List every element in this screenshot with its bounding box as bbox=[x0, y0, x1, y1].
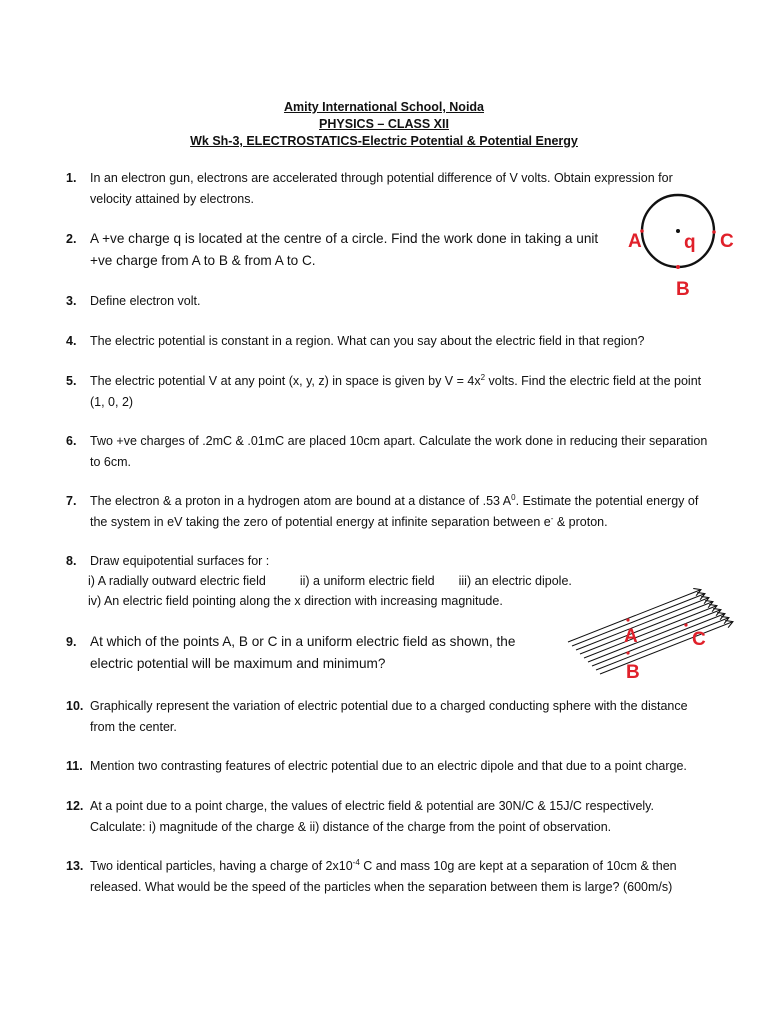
question-number: 12. bbox=[66, 799, 84, 813]
field-lines bbox=[568, 590, 732, 674]
question-number: 6. bbox=[66, 434, 77, 448]
point-b-dot bbox=[676, 265, 680, 269]
question-text: (1, 0, 2) bbox=[90, 394, 134, 409]
question-text: iv) An electric field pointing along the x direction with increasing magnitude. bbox=[88, 594, 503, 608]
field-line bbox=[572, 594, 704, 646]
school-name: Amity International School, Noida bbox=[283, 100, 485, 114]
question-text: released. What would be the speed of the particles when the separation between them is large? (600m/s) bbox=[90, 879, 673, 894]
question-text: At a point due to a point charge, the values of electric field & potential are 30N/C & 15J/C respectively. bbox=[90, 799, 654, 813]
question-number: 4. bbox=[66, 334, 77, 348]
field-line bbox=[600, 622, 732, 674]
question-text: The electric potential V at any point (x, y, z) in space is given by $V = 4x^2$ volts. Find the electric field at the point bbox=[90, 372, 702, 388]
question-text: +ve charge from A to B & from A to C. bbox=[90, 253, 316, 268]
question-11 bbox=[66, 756, 726, 777]
label-a: A bbox=[624, 626, 638, 647]
label-c: C bbox=[720, 231, 734, 252]
label-q: q bbox=[684, 232, 696, 253]
question-number: 8. bbox=[66, 554, 77, 568]
question-text: The electron & a proton in a hydrogen atom are bound at a distance of .53 $A^0$. Estimate the potential energy of bbox=[90, 492, 699, 508]
question-13 bbox=[66, 856, 726, 897]
question-6 bbox=[66, 431, 726, 472]
uniform-field-diagram bbox=[560, 580, 750, 680]
sheet-title: Wk Sh-3, ELECTROSTATICS-Electric Potential & Potential Energy bbox=[190, 134, 578, 148]
question-text: The electric potential is constant in a region. What can you say about the electric field in that region? bbox=[90, 334, 645, 348]
label-b: B bbox=[626, 662, 640, 680]
question-number: 11. bbox=[66, 759, 83, 773]
question-text: At which of the points A, B or C in a uniform electric field as shown, the bbox=[90, 634, 516, 649]
question-text: Two identical particles, having a charge of $2x10^{-4}$ C and mass 10g are kept at a separation of 10cm & then bbox=[90, 857, 677, 873]
question-number: 10. bbox=[66, 699, 84, 713]
point-c-dot bbox=[712, 230, 716, 234]
subject-title: PHYSICS – CLASS XII bbox=[319, 117, 449, 131]
question-text: Define electron volt. bbox=[90, 294, 201, 308]
question-text: A +ve charge q is located at the centre of a circle. Find the work done in taking a unit bbox=[90, 231, 599, 246]
question-12 bbox=[66, 796, 726, 837]
center-charge-point bbox=[676, 229, 680, 233]
question-text: i) A radially outward electric field ii) a uniform electric field iii) an electric dipole. bbox=[88, 574, 572, 588]
question-10 bbox=[66, 696, 726, 737]
label-b: B bbox=[676, 279, 690, 300]
question-number: 7. bbox=[66, 494, 77, 508]
question-text: to 6cm. bbox=[90, 454, 131, 469]
question-text: Calculate: i) magnitude of the charge & ii) distance of the charge from the point of observation. bbox=[90, 819, 612, 834]
question-text: Graphically represent the variation of electric potential due to a charged conducting sphere with the distance bbox=[90, 699, 688, 713]
question-number: 1. bbox=[66, 171, 77, 185]
label-c: C bbox=[692, 629, 706, 650]
question-text: Mention two contrasting features of electric potential due to an electric dipole and that due to a point charge. bbox=[90, 759, 687, 773]
point-c-dot bbox=[684, 623, 687, 626]
field-line bbox=[576, 598, 708, 650]
field-line bbox=[596, 618, 728, 670]
question-text: Two +ve charges of .2mC & .01mC are placed 10cm apart. Calculate the work done in reducing their separation bbox=[90, 434, 708, 448]
worksheet-header bbox=[0, 99, 768, 150]
question-number: 2. bbox=[66, 232, 77, 246]
question-number: 3. bbox=[66, 294, 77, 308]
question-number: 9. bbox=[66, 635, 77, 649]
question-text: velocity attained by electrons. bbox=[90, 191, 254, 206]
question-text: from the center. bbox=[90, 719, 177, 734]
label-a: A bbox=[628, 231, 642, 252]
question-text: the system in eV taking the zero of potential energy at infinite separation between e- & proton. bbox=[90, 513, 608, 529]
circle-charge-diagram bbox=[620, 185, 750, 305]
question-4 bbox=[66, 331, 726, 352]
question-5 bbox=[66, 371, 726, 412]
question-number: 13. bbox=[66, 859, 84, 873]
question-text: In an electron gun, electrons are accelerated through potential difference of V volts. Obtain expression for bbox=[90, 171, 673, 185]
point-b-dot bbox=[626, 651, 629, 654]
point-a-dot bbox=[626, 618, 629, 621]
question-text: Draw equipotential surfaces for : bbox=[90, 554, 270, 568]
question-7 bbox=[66, 491, 726, 532]
question-text: electric potential will be maximum and minimum? bbox=[90, 656, 386, 671]
question-number: 5. bbox=[66, 374, 77, 388]
